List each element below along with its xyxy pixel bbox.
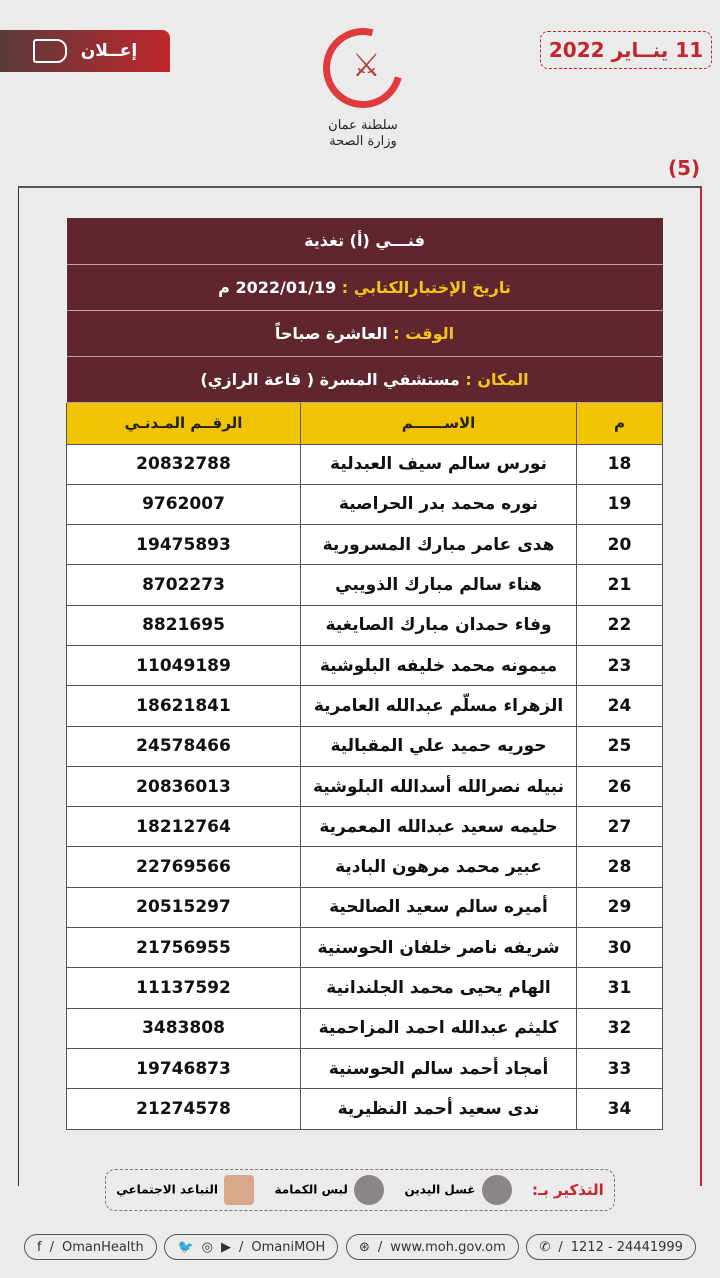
row-civil-id: 11049189 xyxy=(67,645,301,685)
website-url: www.moh.gov.om xyxy=(390,1239,506,1255)
row-civil-id: 3483808 xyxy=(67,1008,301,1048)
time-label: الوقت : xyxy=(393,323,455,343)
table-row xyxy=(67,766,663,806)
row-name: نورس سالم سيف العبدلية xyxy=(301,444,577,484)
table-row xyxy=(67,726,663,766)
reminder-handwash-label: غسل اليدين xyxy=(404,1182,476,1197)
row-name: أميره سالم سعيد الصالحية xyxy=(301,887,577,927)
row-number: 34 xyxy=(577,1089,663,1129)
megaphone-icon xyxy=(33,39,67,63)
row-civil-id: 19746873 xyxy=(67,1048,301,1088)
row-number: 24 xyxy=(577,686,663,726)
row-number: 27 xyxy=(577,807,663,847)
row-name: حوريه حميد علي المقبالية xyxy=(301,726,577,766)
table-row xyxy=(67,1048,663,1088)
table-row xyxy=(67,887,663,927)
youtube-icon: ▶ xyxy=(220,1239,231,1255)
row-number: 20 xyxy=(577,525,663,565)
row-civil-id: 24578466 xyxy=(67,726,301,766)
handwash-icon xyxy=(482,1175,512,1205)
row-number: 29 xyxy=(577,887,663,927)
row-name: ندى سعيد أحمد النظيرية xyxy=(301,1089,577,1129)
row-civil-id: 18212764 xyxy=(67,807,301,847)
row-number: 26 xyxy=(577,766,663,806)
table-row xyxy=(67,525,663,565)
facebook-icon: f xyxy=(37,1239,42,1255)
row-number: 31 xyxy=(577,968,663,1008)
table-row xyxy=(67,686,663,726)
row-civil-id: 21274578 xyxy=(67,1089,301,1129)
row-number: 22 xyxy=(577,605,663,645)
table-row xyxy=(67,847,663,887)
row-civil-id: 8702273 xyxy=(67,565,301,605)
row-number: 32 xyxy=(577,1008,663,1048)
exam-date: 2022/01/19 م xyxy=(218,277,337,297)
social-link[interactable]: 🐦 ◎ ▶ / OmaniMOH xyxy=(164,1234,338,1260)
place-row xyxy=(67,356,663,402)
row-name: نوره محمد بدر الحراصية xyxy=(301,484,577,524)
row-number: 30 xyxy=(577,928,663,968)
table-row xyxy=(67,928,663,968)
row-name: هناء سالم مبارك الذويبي xyxy=(301,565,577,605)
table-title: فنـــي (أ) تغذية xyxy=(67,218,663,264)
mask-icon xyxy=(354,1175,384,1205)
row-civil-id: 11137592 xyxy=(67,968,301,1008)
date-badge: 11 ينــاير 2022 xyxy=(540,31,712,69)
row-number: 33 xyxy=(577,1048,663,1088)
table-row xyxy=(67,807,663,847)
logo-text-2: وزارة الصحة xyxy=(329,134,397,149)
table-row xyxy=(67,645,663,685)
social-handle: OmaniMOH xyxy=(251,1239,326,1255)
facebook-handle: OmanHealth xyxy=(61,1239,144,1255)
row-name: شريفه ناصر خلفان الحوسنية xyxy=(301,928,577,968)
row-number: 23 xyxy=(577,645,663,685)
row-number: 18 xyxy=(577,444,663,484)
facebook-link[interactable]: f / OmanHealth xyxy=(24,1234,157,1260)
reminder-box xyxy=(105,1169,615,1211)
row-civil-id: 9762007 xyxy=(67,484,301,524)
khanjar-emblem-icon: ⚔ xyxy=(352,46,381,84)
col-header-name: الاســــــم xyxy=(301,402,577,444)
twitter-icon: 🐦 xyxy=(177,1239,194,1255)
footer xyxy=(24,1234,696,1260)
row-number: 19 xyxy=(577,484,663,524)
time-value: العاشرة صباحاً xyxy=(274,323,388,343)
row-number: 25 xyxy=(577,726,663,766)
phone-icon: ✆ xyxy=(539,1239,551,1255)
exam-date-row xyxy=(67,264,663,310)
row-number: 21 xyxy=(577,565,663,605)
table-row xyxy=(67,484,663,524)
table-row xyxy=(67,444,663,484)
row-civil-id: 18621841 xyxy=(67,686,301,726)
row-civil-id: 20515297 xyxy=(67,887,301,927)
row-name: حليمه سعيد عبدالله المعمرية xyxy=(301,807,577,847)
table-row xyxy=(67,565,663,605)
table-row xyxy=(67,1008,663,1048)
instagram-icon: ◎ xyxy=(201,1239,213,1255)
row-name: الزهراء مسلّم عبدالله العامرية xyxy=(301,686,577,726)
phone-number: 1212 - 24441999 xyxy=(570,1239,683,1255)
reminder-mask xyxy=(275,1175,384,1205)
phone-link[interactable]: ✆ / 1212 - 24441999 xyxy=(526,1234,696,1260)
logo-text-1: سلطنة عمان xyxy=(328,118,398,133)
row-civil-id: 19475893 xyxy=(67,525,301,565)
exam-date-label: تاريخ الإختبارالكتابي : xyxy=(341,277,511,297)
time-row xyxy=(67,310,663,356)
row-name: هدى عامر مبارك المسرورية xyxy=(301,525,577,565)
page-number: (5) xyxy=(668,156,701,180)
announcement-label: إعــلان xyxy=(80,41,138,61)
row-number: 28 xyxy=(577,847,663,887)
distancing-icon xyxy=(224,1175,254,1205)
col-header-num: م xyxy=(577,402,663,444)
row-name: الهام يحيى محمد الجلندانية xyxy=(301,968,577,1008)
website-link[interactable]: ⊛ / www.moh.gov.om xyxy=(346,1234,519,1260)
table-row xyxy=(67,605,663,645)
col-header-civil-id: الرقــم المـدنـي xyxy=(67,402,301,444)
row-civil-id: 21756955 xyxy=(67,928,301,968)
reminder-handwash xyxy=(404,1175,511,1205)
row-name: نبيله نصرالله أسدالله البلوشية xyxy=(301,766,577,806)
reminder-title: التذكير بـ: xyxy=(532,1181,604,1199)
ministry-logo xyxy=(308,28,418,158)
row-civil-id: 20832788 xyxy=(67,444,301,484)
announcement-banner xyxy=(0,30,170,72)
table-row xyxy=(67,1089,663,1129)
table-row xyxy=(67,968,663,1008)
reminder-mask-label: لبس الكمامة xyxy=(274,1182,348,1197)
row-name: عبير محمد مرهون البادية xyxy=(301,847,577,887)
row-civil-id: 20836013 xyxy=(67,766,301,806)
reminder-distancing xyxy=(116,1175,254,1205)
place-value: مستشفي المسرة ( قاعة الرازي) xyxy=(200,369,460,389)
row-name: وفاء حمدان مبارك الصايغية xyxy=(301,605,577,645)
row-civil-id: 22769566 xyxy=(67,847,301,887)
row-name: أمجاد أحمد سالم الحوسنية xyxy=(301,1048,577,1088)
reminder-distancing-label: التباعد الاجتماعي xyxy=(116,1182,219,1197)
globe-icon: ⊛ xyxy=(359,1239,370,1255)
place-label: المكان : xyxy=(465,369,529,389)
row-name: ميمونه محمد خليفه البلوشية xyxy=(301,645,577,685)
row-name: كليثم عبدالله احمد المزاحمية xyxy=(301,1008,577,1048)
row-civil-id: 8821695 xyxy=(67,605,301,645)
candidates-table xyxy=(66,218,663,1130)
